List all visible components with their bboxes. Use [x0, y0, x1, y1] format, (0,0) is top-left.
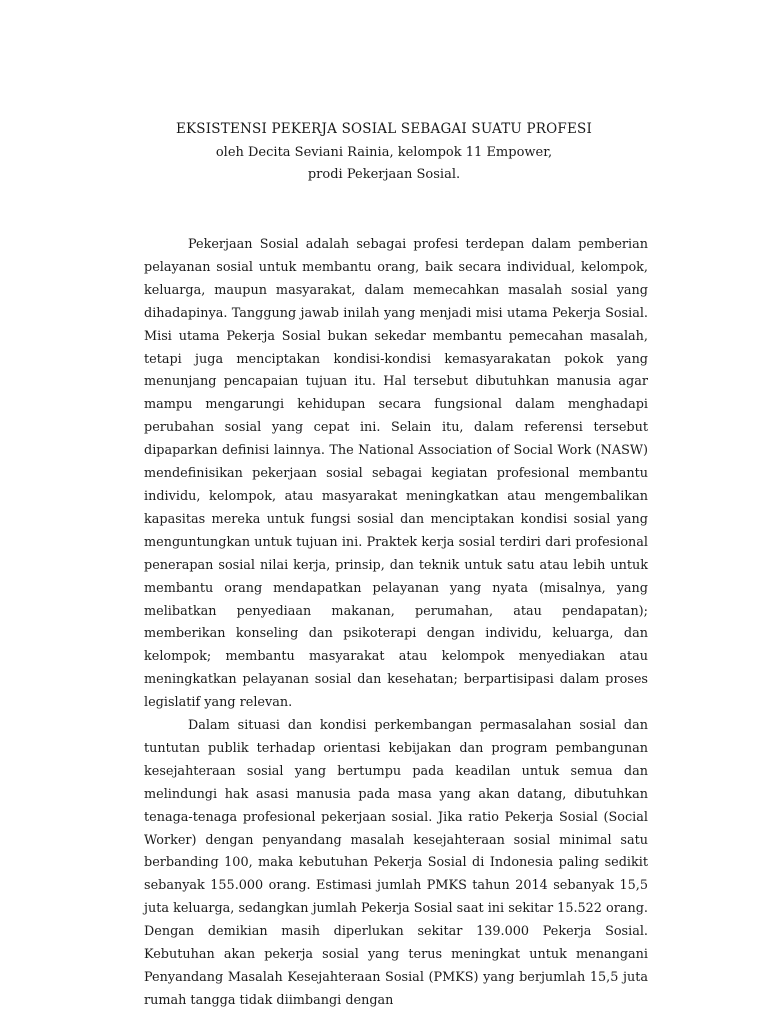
- document-title: EKSISTENSI PEKERJA SOSIAL SEBAGAI SUATU PROFESI: [175, 121, 593, 137]
- paragraph: Pekerjaan Sosial adalah sebagai profesi terdepan dalam pemberian pelayanan sosial untuk membantu orang, baik secara individual, kelompok, keluarga, maupun masyarakat, dalam memecahkan masalah sosial yang dihadapinya. Tanggung jawab inilah yang menjadi misi utama Pekerja Sosial. Misi utama Pekerja Sosial bukan sekedar membantu pemecahan masalah, tetapi juga menciptakan kondisi-kondisi kemasyarakatan pokok yang menunjang pencapaian tujuan itu. Hal tersebut dibutuhkan manusia agar mampu mengarungi kehidupan secara fungsional dalam menghadapi perubahan sosial yang cepat ini. Selain itu, dalam referensi tersebut dipaparkan definisi lainnya. The National Association of Social Work (NASW) mendefinisikan pekerjaan sosial sebagai kegiatan profesional membantu individu, kelompok, atau masyarakat meningkatkan atau mengembalikan kapasitas mereka untuk fungsi sosial dan menciptakan kondisi sosial yang menguntungkan untuk tujuan ini. Praktek kerja sosial terdiri dari profesional penerapan sosial nilai kerja, prinsip, dan teknik untuk satu atau lebih untuk membantu orang mendapatkan pelayanan yang nyata (misalnya, yang melibatkan penyediaan makanan, perumahan, atau pendapatan); memberikan konseling dan psikoterapi dengan individu, keluarga, dan kelompok; membantu masyarakat atau kelompok menyediakan atau meningkatkan pelayanan sosial dan kesehatan; berpartisipasi dalam proses legislatif yang relevan.: [144, 237, 648, 711]
- study-program-line: prodi Pekerjaan Sosial.: [307, 167, 461, 182]
- author-line: oleh Decita Seviani Rainia, kelompok 11 Empower,: [215, 145, 553, 160]
- paragraph: Dalam situasi dan kondisi perkembangan permasalahan sosial dan tuntutan publik terhadap orientasi kebijakan dan program pembangunan kesejahteraan sosial yang bertumpu pada keadilan untuk semua dan melindungi hak asasi manusia pada masa yang akan datang, dibutuhkan tenaga-tenaga profesional pekerjaan sosial. Jika ratio Pekerja Sosial (Social Worker) dengan penyandang masalah kesejahteraan sosial minimal satu berbanding 100, maka kebutuhan Pekerja Sosial di Indonesia paling sedikit sebanyak 155.000 orang. Estimasi jumlah PMKS tahun 2014 sebanyak 15,5 juta keluarga, sedangkan jumlah Pekerja Sosial saat ini sekitar 15.522 orang. Dengan demikian masih diperlukan sekitar 139.000 Pekerja Sosial. Kebutuhan akan pekerja sosial yang terus meningkat untuk menangani Penyandang Masalah Kesejahteraan Sosial (PMKS) yang berjumlah 15,5 juta rumah tangga tidak diimbangi dengan: [144, 718, 648, 1008]
- document-body: [144, 234, 648, 1013]
- document-header: [0, 120, 768, 186]
